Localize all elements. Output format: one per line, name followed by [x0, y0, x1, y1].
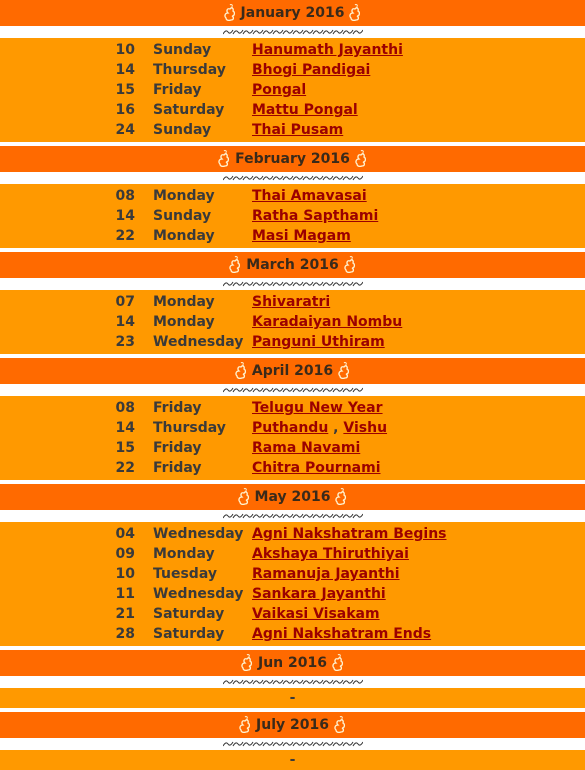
festival-link[interactable]: Rama Navami: [252, 440, 361, 456]
event-festivals: [248, 546, 409, 562]
festival-link[interactable]: Puthandu: [252, 420, 329, 436]
event-row: [0, 206, 585, 226]
event-day: 09: [115, 546, 135, 562]
om-symbol-icon: [237, 488, 251, 506]
festival-link[interactable]: Sankara Jayanthi: [252, 586, 386, 602]
event-festivals: [248, 626, 431, 642]
event-weekday: Friday: [153, 400, 202, 416]
event-row: [0, 564, 585, 584]
event-day: 14: [115, 314, 135, 330]
event-row: [0, 60, 585, 80]
event-weekday: Wednesday: [153, 334, 244, 350]
om-symbol-icon: [228, 256, 242, 274]
month-divider: [0, 510, 585, 522]
event-festivals: [248, 228, 351, 244]
event-day: 22: [115, 228, 135, 244]
om-symbol-icon: [333, 716, 347, 734]
event-weekday: Sunday: [153, 122, 212, 138]
event-festivals: [248, 82, 306, 98]
event-festivals: [248, 62, 370, 78]
event-weekday: Monday: [153, 314, 215, 330]
event-row: [0, 624, 585, 644]
festival-link[interactable]: Agni Nakshatram Begins: [252, 526, 447, 542]
event-festivals: [248, 440, 360, 456]
event-day: 10: [115, 42, 135, 58]
event-row: [0, 418, 585, 438]
event-weekday: Friday: [153, 440, 202, 456]
festival-link[interactable]: Hanumath Jayanthi: [252, 42, 403, 58]
festival-link[interactable]: Vaikasi Visakam: [252, 606, 380, 622]
event-day: 11: [115, 586, 135, 602]
ornament-divider-icon: [223, 512, 363, 520]
event-festivals: [248, 208, 378, 224]
event-day: 08: [115, 188, 135, 204]
month-title: January 2016: [240, 5, 345, 21]
om-symbol-icon: [354, 150, 368, 168]
ornament-divider-icon: [223, 386, 363, 394]
festival-link[interactable]: Vishu: [343, 420, 388, 436]
event-weekday: Sunday: [153, 208, 212, 224]
event-day: 16: [115, 102, 135, 118]
festival-link[interactable]: Panguni Uthiram: [252, 334, 385, 350]
event-row: [0, 332, 585, 352]
om-symbol-icon: [348, 4, 362, 22]
festival-link[interactable]: Chitra Pournami: [252, 460, 381, 476]
ornament-divider-icon: [223, 280, 363, 288]
festival-link[interactable]: Thai Amavasai: [252, 188, 367, 204]
event-weekday: Sunday: [153, 42, 212, 58]
event-festivals: [248, 188, 367, 204]
event-row: [0, 120, 585, 140]
event-weekday: Friday: [153, 82, 202, 98]
month-title: February 2016: [235, 151, 350, 167]
month-header: [0, 712, 585, 738]
festival-link[interactable]: Masi Magam: [252, 228, 351, 244]
event-festivals: [248, 102, 358, 118]
event-row: [0, 40, 585, 60]
month-divider: [0, 278, 585, 290]
event-festivals: [248, 400, 383, 416]
om-symbol-icon: [240, 654, 254, 672]
month-divider: [0, 26, 585, 38]
event-row: [0, 226, 585, 246]
month-events: [0, 522, 585, 646]
om-symbol-icon: [217, 150, 231, 168]
event-weekday: Monday: [153, 228, 215, 244]
event-day: 14: [115, 208, 135, 224]
event-weekday: Wednesday: [153, 586, 244, 602]
event-day: 22: [115, 460, 135, 476]
event-festivals: [248, 420, 387, 436]
event-weekday: Monday: [153, 546, 215, 562]
event-day: 15: [115, 440, 135, 456]
event-weekday: Saturday: [153, 626, 225, 642]
om-symbol-icon: [343, 256, 357, 274]
event-day: 21: [115, 606, 135, 622]
month-title: July 2016: [256, 717, 329, 733]
festival-link[interactable]: Ramanuja Jayanthi: [252, 566, 400, 582]
event-day: 07: [115, 294, 135, 310]
event-day: 15: [115, 82, 135, 98]
event-row: [0, 398, 585, 418]
festival-link[interactable]: Akshaya Thiruthiyai: [252, 546, 409, 562]
event-festivals: [248, 586, 386, 602]
event-weekday: Saturday: [153, 606, 225, 622]
event-festivals: [248, 314, 402, 330]
month-header: [0, 252, 585, 278]
event-row: [0, 292, 585, 312]
event-festivals: [248, 606, 380, 622]
ornament-divider-icon: [223, 678, 363, 686]
ornament-divider-icon: [223, 740, 363, 748]
event-festivals: [248, 460, 381, 476]
festival-link[interactable]: Agni Nakshatram Ends: [252, 626, 432, 642]
event-row: [0, 438, 585, 458]
month-header: [0, 0, 585, 26]
om-symbol-icon: [337, 362, 351, 380]
event-row: [0, 186, 585, 206]
event-row: [0, 524, 585, 544]
festival-link[interactable]: Thai Pusam: [252, 122, 344, 138]
om-symbol-icon: [331, 654, 345, 672]
event-weekday: Saturday: [153, 102, 225, 118]
om-symbol-icon: [238, 716, 252, 734]
month-header: [0, 484, 585, 510]
month-events: [0, 396, 585, 480]
festival-link[interactable]: Karadaiyan Nombu: [252, 314, 403, 330]
event-day: 14: [115, 62, 135, 78]
festival-separator: ,: [333, 420, 339, 436]
event-festivals: [248, 42, 403, 58]
festival-link[interactable]: Bhogi Pandigai: [252, 62, 371, 78]
event-weekday: Thursday: [153, 420, 226, 436]
month-events: [0, 750, 585, 770]
month-title: March 2016: [246, 257, 339, 273]
event-day: 08: [115, 400, 135, 416]
event-row: [0, 312, 585, 332]
event-day: 24: [115, 122, 135, 138]
month-title: April 2016: [251, 363, 334, 379]
event-day: 10: [115, 566, 135, 582]
festival-link[interactable]: Ratha Sapthami: [252, 208, 379, 224]
festival-link[interactable]: Telugu New Year: [252, 400, 383, 416]
month-title: Jun 2016: [258, 655, 327, 671]
month-header: [0, 650, 585, 676]
event-weekday: Friday: [153, 460, 202, 476]
event-row: [0, 80, 585, 100]
festival-link[interactable]: Pongal: [252, 82, 307, 98]
event-weekday: Monday: [153, 188, 215, 204]
event-day: 23: [115, 334, 135, 350]
event-day: 04: [115, 526, 135, 542]
no-events: -: [0, 688, 585, 708]
month-header: [0, 358, 585, 384]
month-events: [0, 290, 585, 354]
event-row: [0, 100, 585, 120]
event-festivals: [248, 566, 400, 582]
event-weekday: Thursday: [153, 62, 226, 78]
month-divider: [0, 738, 585, 750]
festival-link[interactable]: Shivaratri: [252, 294, 331, 310]
ornament-divider-icon: [223, 28, 363, 36]
month-title: May 2016: [254, 489, 331, 505]
om-symbol-icon: [334, 488, 348, 506]
om-symbol-icon: [223, 4, 237, 22]
no-events: -: [0, 750, 585, 770]
ornament-divider-icon: [223, 174, 363, 182]
month-events: [0, 38, 585, 142]
month-divider: [0, 172, 585, 184]
event-row: [0, 584, 585, 604]
event-weekday: Wednesday: [153, 526, 244, 542]
month-header: [0, 146, 585, 172]
event-weekday: Monday: [153, 294, 215, 310]
om-symbol-icon: [234, 362, 248, 380]
event-weekday: Tuesday: [153, 566, 217, 582]
event-festivals: [248, 122, 343, 138]
month-events: [0, 184, 585, 248]
event-day: 14: [115, 420, 135, 436]
event-day: 28: [115, 626, 135, 642]
festival-link[interactable]: Mattu Pongal: [252, 102, 358, 118]
event-festivals: [248, 334, 385, 350]
event-row: [0, 458, 585, 478]
month-divider: [0, 676, 585, 688]
event-row: [0, 604, 585, 624]
event-row: [0, 544, 585, 564]
event-festivals: [248, 526, 447, 542]
event-festivals: [248, 294, 330, 310]
month-divider: [0, 384, 585, 396]
month-events: [0, 688, 585, 708]
